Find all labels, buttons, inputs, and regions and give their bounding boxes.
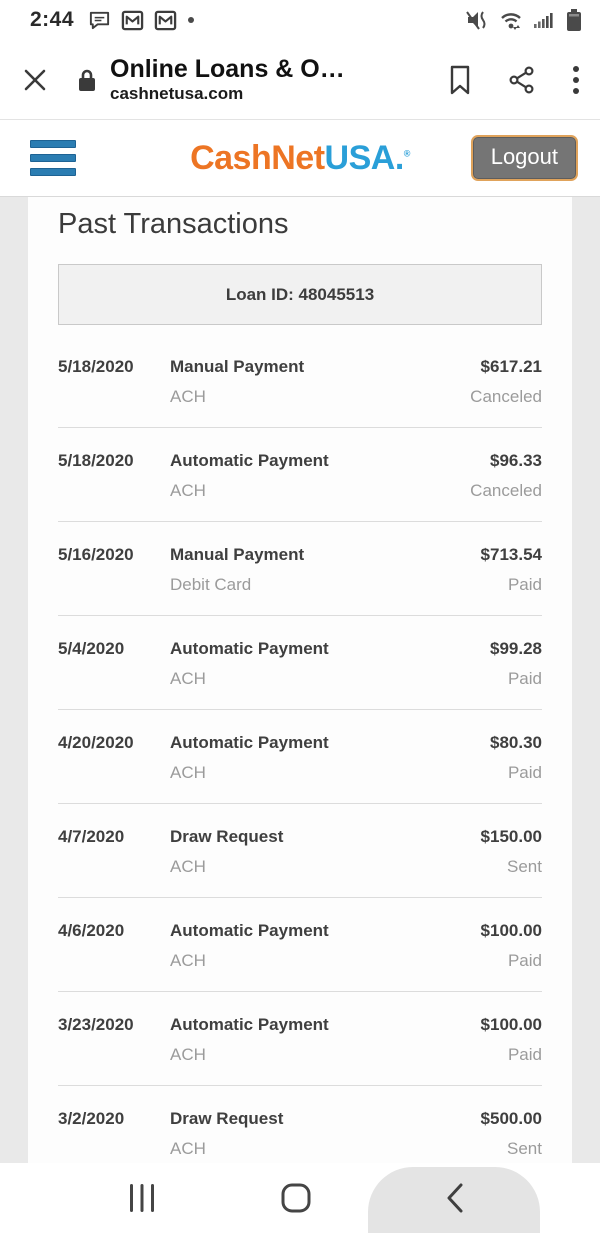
- transaction-status: Canceled: [470, 481, 542, 500]
- share-icon[interactable]: [508, 66, 536, 94]
- browser-page-title: Online Loans & O…: [110, 55, 345, 84]
- transaction-date: 4/7/2020: [58, 827, 125, 846]
- transaction-method: ACH: [170, 481, 206, 500]
- transaction-row: [58, 1086, 542, 1163]
- cashnetusa-logo[interactable]: [190, 139, 410, 178]
- transaction-row: [58, 616, 542, 710]
- transaction-row: [58, 992, 542, 1086]
- bookmark-icon[interactable]: [448, 65, 472, 95]
- back-icon: [445, 1182, 465, 1214]
- system-status-icons: [466, 8, 584, 33]
- transaction-amount: $100.00: [480, 1015, 542, 1034]
- transaction-type: Manual Payment: [170, 357, 305, 376]
- transaction-method: ACH: [170, 669, 206, 688]
- transaction-date: 4/20/2020: [58, 733, 134, 752]
- transaction-status: Paid: [507, 575, 542, 594]
- transaction-method: ACH: [170, 951, 206, 970]
- home-button[interactable]: [256, 1163, 336, 1233]
- transaction-type: Draw Request: [170, 1109, 284, 1128]
- transaction-type: Manual Payment: [170, 545, 305, 564]
- transaction-date: 3/2/2020: [58, 1109, 125, 1128]
- mute-vibrate-icon: [466, 8, 490, 32]
- transaction-amount: $99.28: [490, 639, 542, 658]
- transaction-amount: $500.00: [480, 1109, 542, 1128]
- android-nav-bar: [0, 1163, 600, 1233]
- transaction-method: ACH: [170, 857, 206, 876]
- content-panel: [28, 197, 572, 1163]
- transaction-amount: $713.54: [480, 545, 542, 564]
- transaction-row: [58, 898, 542, 992]
- back-button[interactable]: [415, 1163, 495, 1233]
- transaction-type: Automatic Payment: [170, 1015, 329, 1034]
- transaction-amount: $100.00: [480, 921, 542, 940]
- transaction-status: Paid: [507, 951, 542, 970]
- transaction-amount: $617.21: [480, 357, 542, 376]
- lock-icon[interactable]: [76, 67, 98, 93]
- transaction-method: ACH: [170, 387, 206, 406]
- recents-button[interactable]: [102, 1163, 182, 1233]
- transaction-type: Automatic Payment: [170, 639, 329, 658]
- transaction-status: Sent: [507, 1139, 542, 1158]
- notification-dot: [187, 16, 195, 24]
- logo-text-blue: USA.: [324, 138, 404, 177]
- gmail-icon: [121, 9, 144, 32]
- transaction-method: Debit Card: [170, 575, 252, 594]
- site-header: [0, 120, 600, 197]
- battery-icon: [564, 8, 584, 33]
- gmail-icon: [154, 9, 177, 32]
- transaction-row: [58, 522, 542, 616]
- close-icon[interactable]: [22, 67, 48, 93]
- transaction-status: Paid: [507, 1045, 542, 1064]
- home-icon: [280, 1182, 312, 1214]
- chat-bubble-icon: [88, 9, 111, 32]
- clock: 2:44: [30, 8, 75, 31]
- transaction-amount: $80.30: [490, 733, 542, 752]
- transaction-method: ACH: [170, 763, 206, 782]
- signal-icon: [533, 9, 555, 31]
- hamburger-menu-icon[interactable]: [30, 140, 76, 176]
- browser-toolbar: [0, 40, 600, 120]
- transaction-date: 5/18/2020: [58, 357, 134, 376]
- recents-icon: [128, 1183, 156, 1213]
- transaction-status: Sent: [507, 857, 542, 876]
- page-title-block: [110, 55, 345, 103]
- transaction-row: [58, 334, 542, 428]
- transaction-date: 3/23/2020: [58, 1015, 134, 1034]
- transaction-row: [58, 710, 542, 804]
- page-title: Past Transactions: [58, 208, 289, 240]
- transaction-type: Automatic Payment: [170, 733, 329, 752]
- browser-actions: [448, 65, 580, 95]
- transaction-status: Canceled: [470, 387, 542, 406]
- transaction-type: Draw Request: [170, 827, 284, 846]
- registered-mark: ®: [403, 148, 410, 159]
- notification-icons: [88, 9, 195, 32]
- transaction-method: ACH: [170, 1045, 206, 1064]
- transaction-date: 5/16/2020: [58, 545, 134, 564]
- transactions-list: [28, 334, 572, 1163]
- web-page: [0, 197, 600, 1163]
- status-bar: [0, 0, 600, 40]
- loan-id-header[interactable]: Loan ID: 48045513: [58, 264, 542, 325]
- overflow-menu-icon[interactable]: [572, 65, 580, 95]
- transaction-type: Automatic Payment: [170, 451, 329, 470]
- transaction-type: Automatic Payment: [170, 921, 329, 940]
- transaction-date: 5/4/2020: [58, 639, 125, 658]
- transaction-row: [58, 428, 542, 522]
- wifi-icon: [499, 8, 524, 32]
- logo-text-orange: CashNet: [190, 138, 325, 177]
- browser-url[interactable]: cashnetusa.com: [110, 84, 244, 104]
- transaction-status: Paid: [507, 669, 542, 688]
- transaction-row: [58, 804, 542, 898]
- transaction-amount: $96.33: [490, 451, 542, 470]
- transaction-status: Paid: [507, 763, 542, 782]
- logout-button[interactable]: Logout: [471, 135, 578, 181]
- transaction-method: ACH: [170, 1139, 206, 1158]
- transaction-amount: $150.00: [480, 827, 542, 846]
- transaction-date: 4/6/2020: [58, 921, 125, 940]
- transaction-date: 5/18/2020: [58, 451, 134, 470]
